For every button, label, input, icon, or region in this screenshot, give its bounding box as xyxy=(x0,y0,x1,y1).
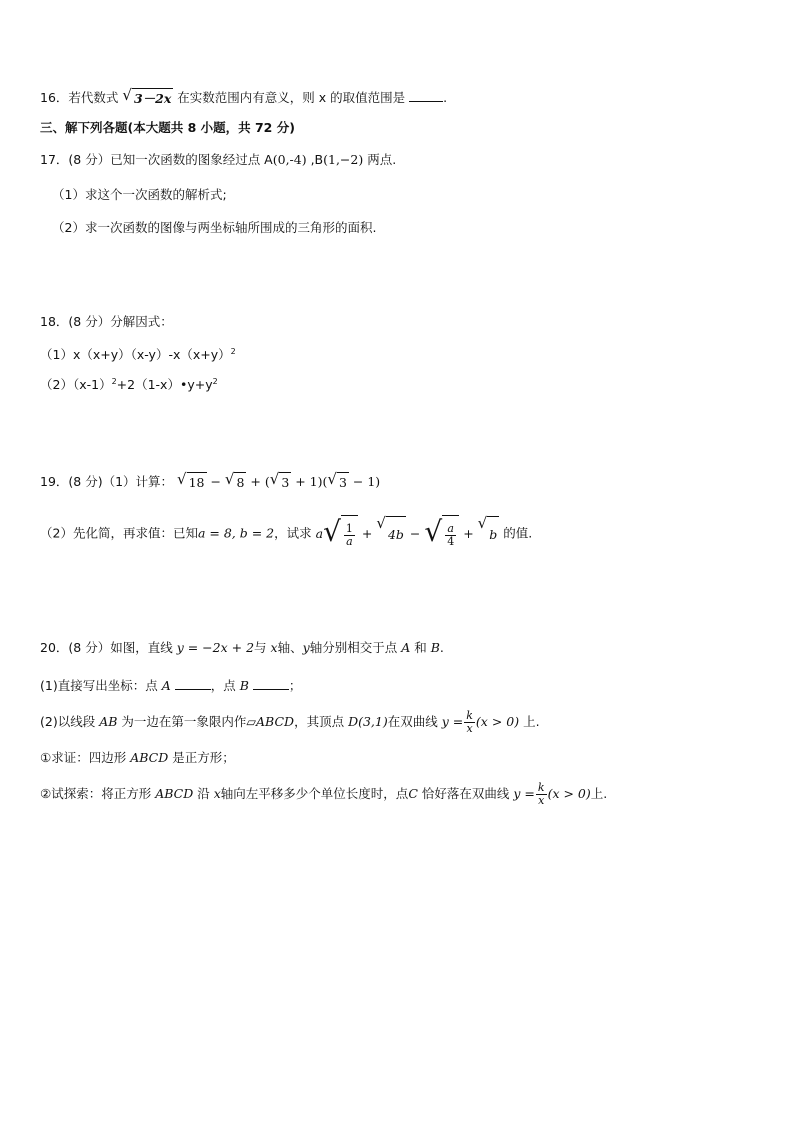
q16-text: 在实数范围内有意义，则 x 的取值范围是 xyxy=(177,90,406,105)
q18-part2: $(2)(x-1)^2+2(1-x)•y+y^2$ xyxy=(40,377,218,393)
question-16: 16．若代数式 √ 3－2x 在实数范围内有意义，则 x 的取值范围是 . xyxy=(40,88,447,109)
calc-expression: √ 18 − √ 8 + ( √ 3 + 1)( √ 3 − 1) xyxy=(177,474,380,489)
answer-blank-a xyxy=(175,677,211,690)
answer-blank xyxy=(409,89,443,102)
q16-number: 16．若代数式 xyxy=(40,90,119,105)
q20-claim1: ①求证：四边形 ABCD 是正方形； xyxy=(40,750,235,765)
hyperbola-equation-2: y = $\frac{k}{x}$ (x > 0) xyxy=(513,781,591,807)
question-18: 18．(8 分）分解因式： xyxy=(40,314,173,329)
parallelogram-label: ▱ABCD xyxy=(246,714,295,729)
sqrt-expression: √ 3－2x xyxy=(122,88,173,109)
answer-blank-b xyxy=(253,677,289,690)
question-17: 17．(8 分）已知一次函数的图象经过点 A(0,-4) ,B(1,−2) 两点. xyxy=(40,152,397,167)
point-b: (1,−2) xyxy=(323,152,364,167)
q18-part1: $(1)x(x+y)(x-y)-x(x+y)^2$ xyxy=(40,347,236,363)
hyperbola-equation: y = $\frac{k}{x}$ (x > 0) xyxy=(441,709,520,735)
q17-part2: （2）求一次函数的图像与两坐标轴所围成的三角形的面积. xyxy=(52,220,377,235)
condition: a = 8, b = 2 xyxy=(197,525,275,541)
question-20: 20．(8 分）如图，直线 y = −2x + 2与 x轴、y轴分别相交于点 A 和 B. xyxy=(40,640,444,655)
section-heading: 三、解下列各题(本大题共 8 小题，共 72 分) xyxy=(40,120,295,135)
q17-part1: （1）求这个一次函数的解析式; xyxy=(52,187,227,202)
line-equation: y = −2x + 2 xyxy=(176,640,255,655)
q20-part1: (1)直接写出坐标：点 A ，点 B ； xyxy=(40,678,302,693)
q20-part2: (2)以线段 AB 为一边在第一象限内作▱ABCD，其顶点 D(3,1)在双曲线 y = $\frac{k}{x}$ (x > 0) 上. xyxy=(40,709,540,735)
question-19: 19．(8 分)（1）计算： √ 18 − √ 8 + ( √ 3 + 1)( √ 3 − 1) xyxy=(40,472,380,493)
q20-claim2: ②试探索：将正方形 ABCD 沿 x轴向左平移多少个单位长度时，点C 恰好落在双曲线 y = $\frac{k}{x}$ (x > 0)上. xyxy=(40,781,608,807)
simplify-expression: a √ $\frac{1}{a}$ + √ 4b − √ $\frac{a}{4}$ + √ b xyxy=(316,526,504,541)
point-a: (0,-4) xyxy=(272,152,307,167)
q19-part2: （2）先化简，再求值：已知a = 8, b = 2，试求 a √ $\frac{1}{a}$ + √ 4b − √ $\frac{a}{4}$ + √ b 的值. xyxy=(40,515,532,553)
